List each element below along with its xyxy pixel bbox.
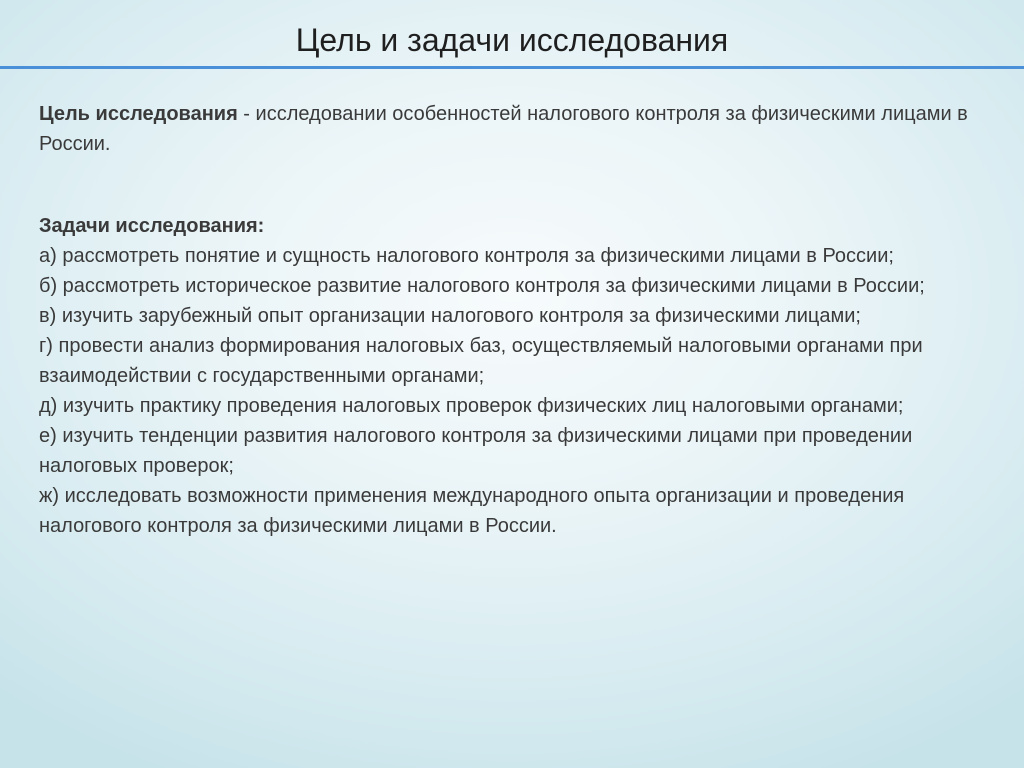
task-item-v: в) изучить зарубежный опыт организации налогового контроля за физическими лицами; <box>39 305 861 327</box>
task-item-e: е) изучить тенденции развития налогового контроля за физическими лицами при проведении налоговых проверок; <box>39 425 913 477</box>
slide-body <box>39 99 989 541</box>
title-divider <box>0 66 1024 69</box>
task-item-zh: ж) исследовать возможности применения международного опыта организации и проведения налогового контроля за физическими лицами в России. <box>39 485 905 537</box>
goal-text: - исследовании особенностей налогового контроля за физическими лицами в России. <box>39 103 968 155</box>
task-item-b: б) рассмотреть историческое развитие налогового контроля за физическими лицами в России; <box>39 275 925 297</box>
goal-paragraph <box>39 99 989 159</box>
tasks-heading: Задачи исследования: <box>39 215 265 237</box>
task-item-d: д) изучить практику проведения налоговых проверок физических лиц налоговыми органами; <box>39 395 904 417</box>
task-item-a: а) рассмотреть понятие и сущность налогового контроля за физическими лицами в России; <box>39 245 894 267</box>
slide-title: Цель и задачи исследования <box>295 22 729 58</box>
goal-label: Цель исследования <box>39 103 238 125</box>
task-item-g: г) провести анализ формирования налоговых баз, осуществляемый налоговыми органами при взаимодействии с государственными органами; <box>39 335 923 387</box>
tasks-section <box>39 211 989 541</box>
